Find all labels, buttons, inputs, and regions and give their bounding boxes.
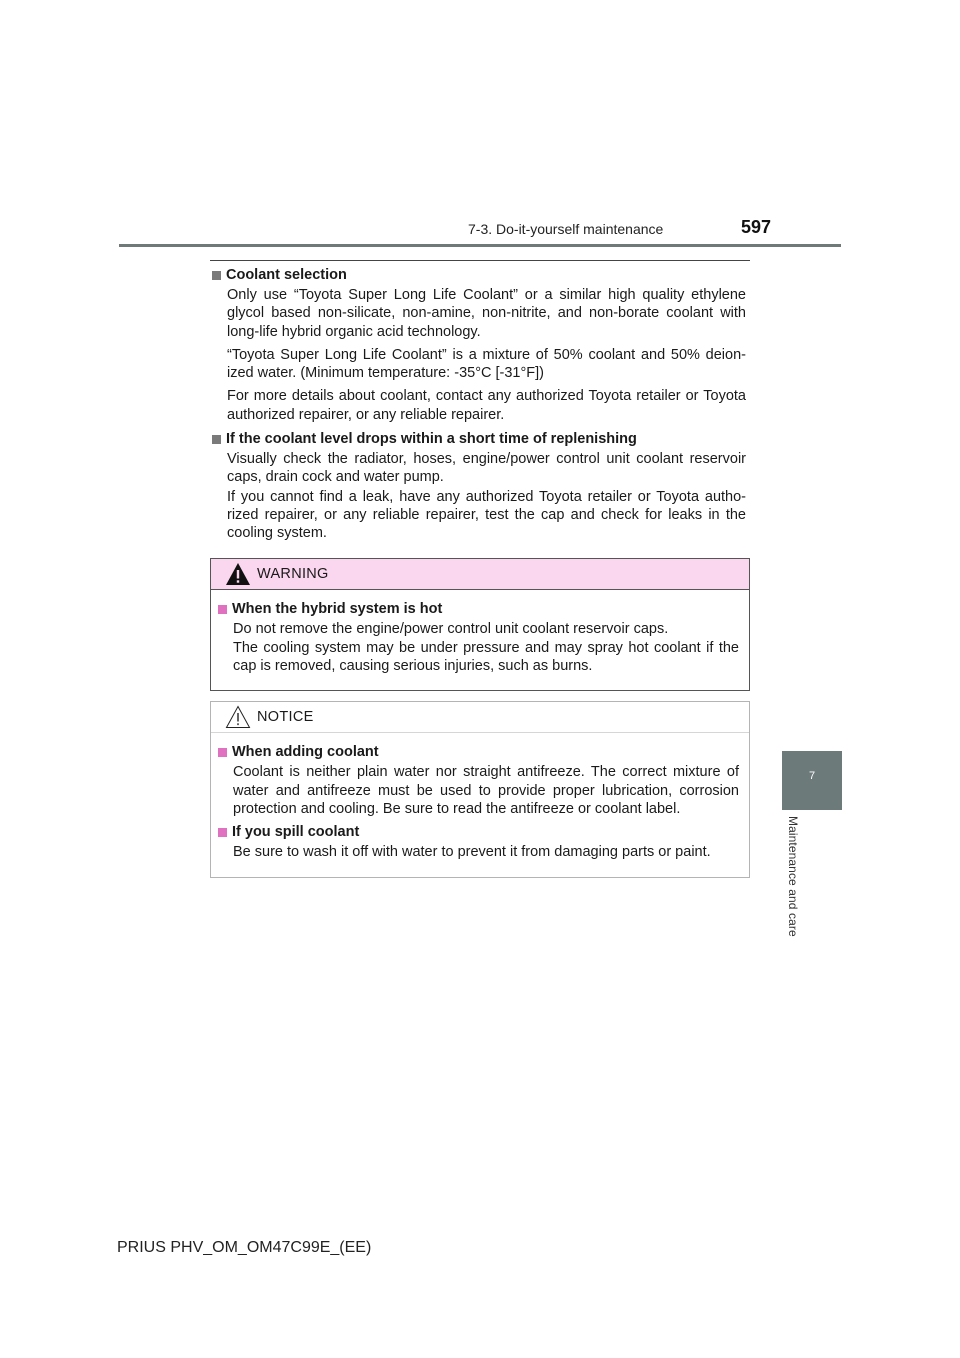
paragraph: Be sure to wash it off with water to prevent it from damaging parts or paint. [233,844,711,861]
paragraph: For more details about coolant, contact any authorized Toyota retailer or Toyota authorized repairer, or any reliable repairer. [227,388,746,423]
heading-text: When the hybrid system is hot [232,600,443,617]
paragraph: If you cannot find a leak, have any authorized Toyota retailer or Toyota autho-rized repairer, or any reliable repairer, test the cap and check for leaks in the cooling system. [227,488,746,542]
heading-text: If the coolant level drops within a short time of replenishing [226,431,637,448]
warning-section-hybrid-hot [216,600,745,676]
page-number: 597 [741,217,772,237]
notice-title: NOTICE [257,709,314,726]
square-bullet-icon [218,828,227,837]
heading-text: Coolant selection [226,267,347,283]
section-heading [216,600,745,619]
section-heading [210,430,750,449]
notice-header [211,702,749,733]
square-bullet-icon [218,605,227,614]
paragraph: Only use “Toyota Super Long Life Coolant” or a similar high quality ethylene glycol based non-silicate, non-amine, non-nitrite, and non-borate coolant with long-life hybrid organic acid technology. [227,287,746,340]
warning-box [210,558,750,692]
notice-section-spill-coolant [216,823,745,861]
warning-body [211,590,749,691]
section-coolant-level-drops [210,430,750,542]
paragraph: Visually check the radiator, hoses, engine/power control unit coolant reservoir caps, drain cock and water pump. [227,451,746,486]
section-heading [216,743,745,762]
notice-body [211,733,749,876]
section-coolant-selection [210,266,750,424]
paragraph: The cooling system may be under pressure and may spray hot coolant if the cap is removed, causing serious injuries, such as burns. [233,639,739,675]
notice-section-adding-coolant [216,743,745,818]
warning-title: WARNING [257,565,329,582]
square-bullet-icon [212,435,221,444]
chapter-label: Maintenance and care [786,816,800,937]
header-rule [119,244,841,247]
notice-box [210,701,750,877]
document-code: PRIUS PHV_OM_OM47C99E_(EE) [117,1239,372,1256]
paragraph: Coolant is neither plain water nor straight antifreeze. The correct mixture of water and antifreeze must be used to provide proper lubrication, corrosion protection and cooling. Be sure to read the antifreeze or coolant label. [233,764,739,818]
heading-text: If you spill coolant [232,824,360,841]
warning-triangle-icon [225,562,251,586]
section-heading [216,823,745,842]
caution-triangle-icon [225,705,251,729]
content-rule [210,260,750,261]
paragraph: “Toyota Super Long Life Coolant” is a mixture of 50% coolant and 50% deion-ized water. (Minimum temperature: -35°C [-31°F]) [227,346,746,382]
heading-text: When adding coolant [232,744,379,761]
warning-header [211,559,749,590]
chapter-tab [782,751,842,810]
square-bullet-icon [218,748,227,757]
section-heading [210,266,750,285]
square-bullet-icon [212,271,221,280]
chapter-number: 7 [808,770,816,782]
paragraph: Do not remove the engine/power control unit coolant reservoir caps. [233,620,669,637]
main-content [210,266,750,878]
section-title: 7-3. Do-it-yourself maintenance [468,221,664,237]
